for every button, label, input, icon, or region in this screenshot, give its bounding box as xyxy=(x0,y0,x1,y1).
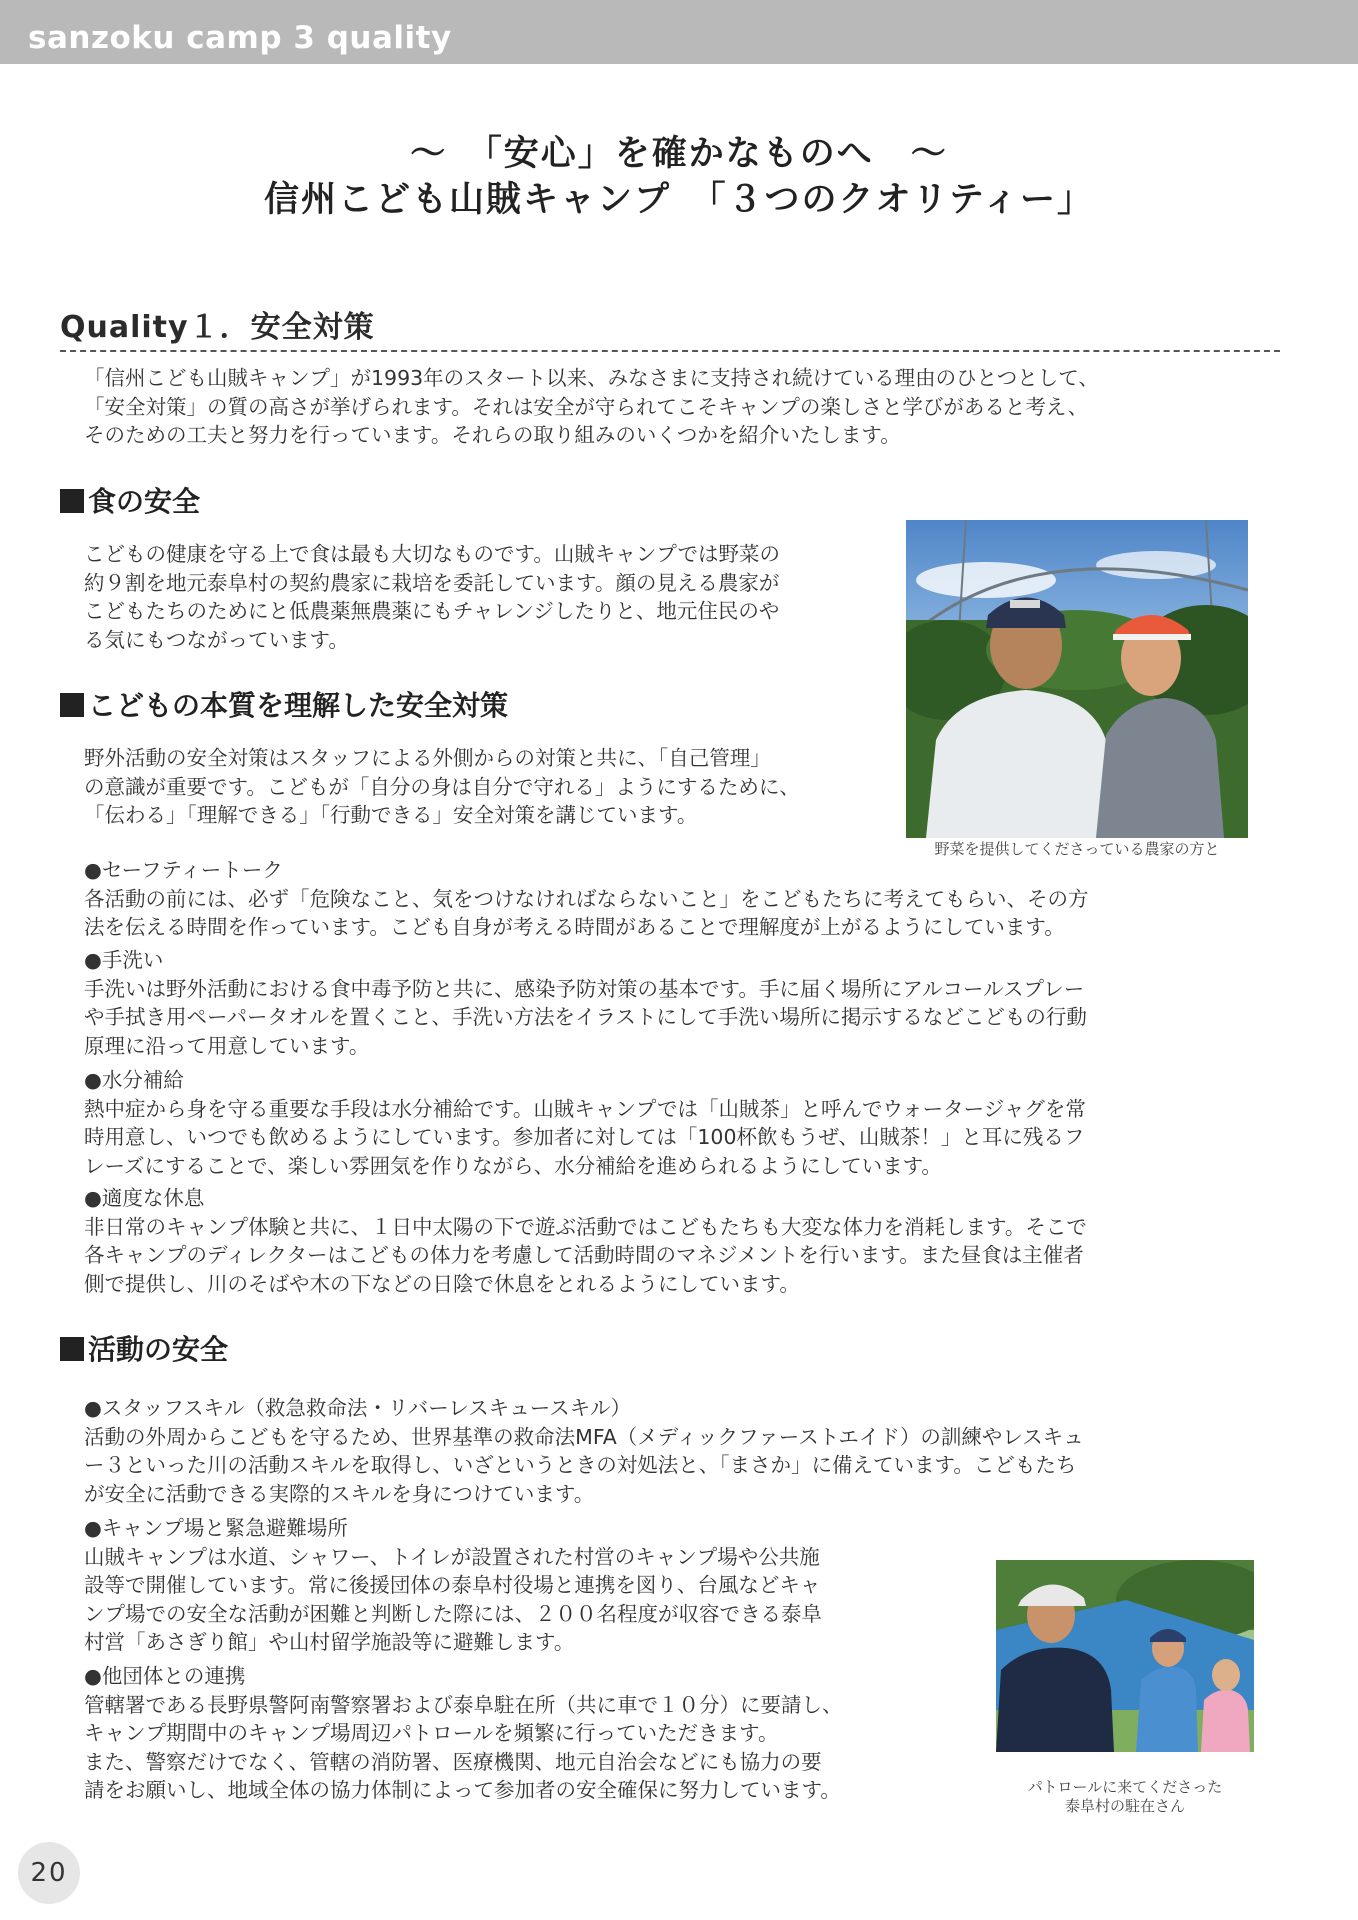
rest-item xyxy=(84,1184,1234,1298)
item-title: ●他団体との連携 xyxy=(84,1664,246,1688)
text-line: 各活動の前には、必ず「危険なこと、気をつけなければならないこと」をこどもたちに考えてもらい、その方 xyxy=(84,886,1089,911)
text-line: こどもたちのためにと低農薬無農薬にもチャレンジしたりと、地元住民のや xyxy=(84,599,780,623)
dashed-divider xyxy=(60,350,1280,352)
handwash-item xyxy=(84,946,1234,1060)
intro-line: 「信州こども山賊キャンプ」が1993年のスタート以来、みなさまに支持され続けている理由のひとつとして、 xyxy=(84,366,1099,390)
header-label: sanzoku camp 3 quality xyxy=(28,20,452,56)
text-line: 各キャンプのディレクターはこどもの体力を考慮して活動時間のマネジメントを行います。また昼食は主催者 xyxy=(84,1243,1084,1267)
text-line: 熱中症から身を守る重要な手段は水分補給です。山賊キャンプでは「山賊茶」と呼んでウォータージャグを常 xyxy=(84,1096,1086,1121)
text-line: また、警察だけでなく、管轄の消防署、医療機関、地元自治会などにも協力の要 xyxy=(84,1749,822,1774)
text-line: の意識が重要です。こどもが「自分の身は自分で守れる」ようにするために、 xyxy=(84,774,800,799)
text-line: 野外活動の安全対策はスタッフによる外側からの対策と共に、「自己管理」 xyxy=(84,746,771,770)
text-line: や手拭き用ペーパータオルを置くこと、手洗い方法をイラストにして手洗い場所に掲示するなどこどもの行動 xyxy=(84,1005,1087,1029)
item-title: ●適度な休息 xyxy=(84,1186,205,1210)
text-line: る気にもつながっています。 xyxy=(84,627,349,652)
square-bullet-icon xyxy=(60,693,84,717)
farmer-photo xyxy=(906,520,1248,838)
farmer-photo-image xyxy=(906,520,1248,838)
item-title: ●スタッフスキル（救急救命法・リバーレスキュースキル） xyxy=(84,1396,631,1420)
page-title-line1: ～ 「安心」を確かなものへ ～ xyxy=(410,134,948,174)
text-line: キャンプ期間中のキャンプ場周辺パトロールを頻繁に行っていただきます。 xyxy=(84,1721,779,1745)
text-line: ンプ場での安全な活動が困難と判断した際には、２００名程度が収容できる泰阜 xyxy=(84,1601,822,1626)
text-line: 法を伝える時間を作っています。こども自身が考える時間があることで理解度が上がるようにしています。 xyxy=(84,915,1065,939)
text-line: レーズにすることで、楽しい雰囲気を作りながら、水分補給を進められるようにしています。 xyxy=(84,1153,942,1178)
item-title: ●手洗い xyxy=(84,948,164,972)
text-line: ー３といった川の活動スキルを取得し、いざというときの対処法と、「まさか」に備えています。こどもたち xyxy=(84,1453,1077,1477)
campsite-item xyxy=(84,1514,964,1657)
text-line: 村営「あさぎり館」や山村留学施設等に避難します。 xyxy=(84,1630,575,1654)
safety-talk-item xyxy=(84,856,1234,942)
item-title: ●キャンプ場と緊急避難場所 xyxy=(84,1516,348,1540)
text-line: 山賊キャンプは水道、シャワー、トイレが設置された村営のキャンプ場や公共施 xyxy=(84,1544,820,1569)
text-line: 活動の外周からこどもを守るため、世界基準の救命法MFA（メディックファーストエイド）の訓練やレスキュ xyxy=(84,1424,1084,1449)
police-photo-caption xyxy=(996,1778,1254,1816)
page-number: 20 xyxy=(30,1858,68,1888)
staff-skill-item xyxy=(84,1394,1234,1508)
hydration-item xyxy=(84,1066,1234,1180)
text-line: 手洗いは野外活動における食中毒予防と共に、感染予防対策の基本です。手に届く場所にアルコールスプレー xyxy=(84,976,1085,1001)
text-line: 請をお願いし、地域全体の協力体制によって参加者の安全確保に努力しています。 xyxy=(84,1778,841,1802)
activity-heading-text: 活動の安全 xyxy=(88,1333,229,1366)
food-safety-heading xyxy=(60,480,200,520)
text-line: 原理に沿って用意しています。 xyxy=(84,1033,370,1058)
item-title: ●水分補給 xyxy=(84,1068,184,1092)
text-line: 管轄署である長野県警阿南警察署および泰阜駐在所（共に車で１０分）に要請し、 xyxy=(84,1692,843,1717)
child-safety-text xyxy=(84,744,904,830)
quality1-intro xyxy=(84,364,1264,450)
activity-safety-heading xyxy=(60,1328,228,1368)
farmer-photo-caption: 野菜を提供してくださっている農家の方と xyxy=(934,840,1220,858)
intro-line: 「安全対策」の質の高さが挙げられます。それは安全が守られてこそキャンプの楽しさと学びがあると考え、 xyxy=(84,394,1089,419)
item-title: ●セーフティートーク xyxy=(84,858,283,882)
text-line: 約９割を地元泰阜村の契約農家に栽培を委託しています。顔の見える農家が xyxy=(84,570,780,595)
text-line: 設等で開催しています。常に後援団体の泰阜村役場と連携を図り、台風などキャ xyxy=(84,1573,821,1597)
child-safety-heading xyxy=(60,684,508,724)
text-line: 側で提供し、川のそばや木の下などの日陰で休息をとれるようにしています。 xyxy=(84,1271,800,1296)
square-bullet-icon xyxy=(60,489,84,513)
caption-line: パトロールに来てくださった xyxy=(1027,1778,1223,1796)
page-title-line2: 信州こども山賊キャンプ 「３つのクオリティー」 xyxy=(263,180,1094,220)
text-line: こどもの健康を守る上で食は最も大切なものです。山賊キャンプでは野菜の xyxy=(84,542,780,566)
text-line: が安全に活動できる実際的スキルを身につけています。 xyxy=(84,1481,595,1506)
police-photo-image xyxy=(996,1560,1254,1752)
police-photo xyxy=(996,1560,1254,1752)
intro-line: そのための工夫と努力を行っています。それらの取り組みのいくつかを紹介いたします。 xyxy=(84,423,901,447)
text-line: 「伝わる」「理解できる」「行動できる」安全対策を講じています。 xyxy=(84,803,698,827)
cooperation-item xyxy=(84,1662,984,1805)
text-line: 非日常のキャンプ体験と共に、１日中太陽の下で遊ぶ活動ではこどもたちも大変な体力を消耗します。そこで xyxy=(84,1214,1087,1239)
food-safety-text xyxy=(84,540,894,654)
child-heading-text: こどもの本質を理解した安全対策 xyxy=(88,689,509,722)
caption-line: 泰阜村の駐在さん xyxy=(1064,1797,1185,1815)
square-bullet-icon xyxy=(60,1337,84,1361)
text-line: 時用意し、いつでも飲めるようにしています。参加者に対しては「100杯飲もうぜ、山賊茶！」と耳に残るフ xyxy=(84,1125,1085,1149)
food-heading-text: 食の安全 xyxy=(88,485,201,518)
quality1-heading: Quality１．安全対策 xyxy=(60,310,375,345)
